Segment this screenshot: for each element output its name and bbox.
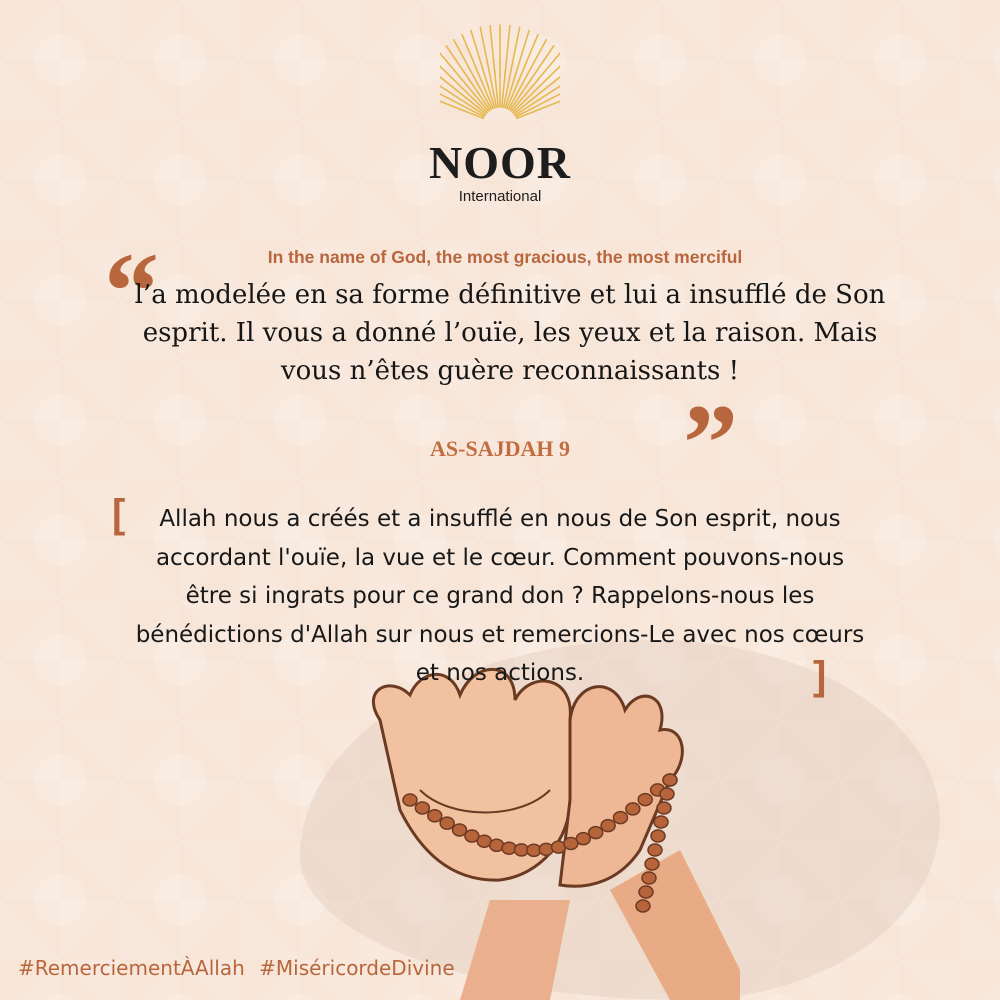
close-quote-icon: ”: [683, 382, 738, 504]
hashtag[interactable]: #MiséricordeDivine: [259, 956, 455, 980]
brand-name: NOOR: [429, 137, 571, 188]
basmala-line: In the name of God, the most gracious, the most merciful: [267, 247, 743, 267]
praying-hands-icon: [340, 650, 740, 1000]
hashtag[interactable]: #RemerciementÀAllah: [18, 956, 245, 980]
hashtag-row: [18, 956, 455, 980]
open-bracket: [: [112, 492, 126, 536]
verse-reference: AS-SAJDAH 9: [430, 436, 570, 461]
close-bracket: ]: [813, 654, 827, 698]
brand-subtitle: International: [458, 188, 542, 205]
open-quote-icon: “: [104, 230, 159, 352]
sun-rays-logo-icon: [440, 20, 560, 130]
explanation-text: Allah nous a créés et a insufflé en nous de Son esprit, nous accordant l'ouïe, la vue et le cœur. Comment pouvons-nous être si ingrats pour ce grand don ? Rappelons-nous les bénédictions d'Allah sur nous et remercions-Le avec nos cœurs et nos actions.: [135, 506, 865, 686]
verse-text: l’a modelée en sa forme définitive et lui a insufflé de Son esprit. Il vous a donné l’ouïe, les yeux et la raison. Mais vous n’êtes guère reconnaissants !: [134, 280, 886, 386]
